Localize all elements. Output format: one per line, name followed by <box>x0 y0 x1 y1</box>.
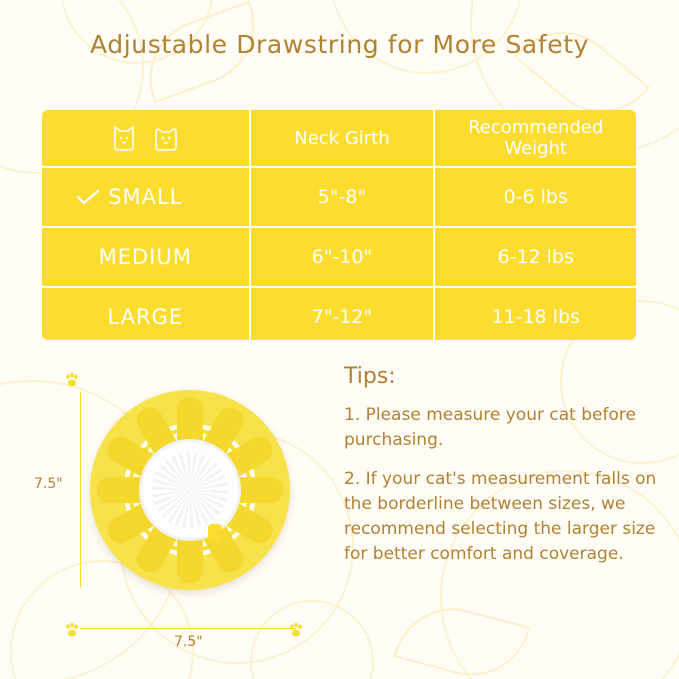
paw-icon <box>64 372 80 388</box>
page-title: Adjustable Drawstring for More Safety <box>89 30 590 59</box>
width-measure-label: 7.5" <box>174 634 203 650</box>
table-row[interactable] <box>42 287 636 340</box>
header-pet-icons <box>42 110 250 167</box>
header-neck-girth: Neck Girth <box>250 110 435 167</box>
size-label: LARGE <box>107 305 184 329</box>
neck-opening <box>142 442 238 538</box>
dog-icon <box>152 123 180 153</box>
cell-neck-girth: 6"-10" <box>250 227 435 287</box>
check-icon <box>76 189 100 205</box>
size-label: SMALL <box>108 185 183 209</box>
row-size-small[interactable] <box>42 167 250 227</box>
cell-weight: 6-12 lbs <box>434 227 636 287</box>
row-size-large[interactable] <box>42 287 250 340</box>
tips-heading: Tips: <box>344 364 396 389</box>
cell-neck-girth: 5"-8" <box>250 167 435 227</box>
size-label: MEDIUM <box>98 245 192 269</box>
product-image-lemon-cone <box>90 390 290 590</box>
cell-weight: 11-18 lbs <box>491 306 580 328</box>
table-header-row <box>42 110 636 167</box>
background-leaf-decor <box>394 595 530 679</box>
paw-icon <box>288 622 304 638</box>
cell-weight: 0-6 lbs <box>434 167 636 227</box>
cat-icon <box>110 123 138 153</box>
width-measure-line <box>80 628 296 629</box>
table-row[interactable] <box>42 167 636 227</box>
table-row[interactable] <box>42 227 636 287</box>
height-measure-line <box>80 392 81 588</box>
cell-neck-girth: 7"-12" <box>250 287 435 340</box>
size-chart-table <box>42 110 636 340</box>
row-size-medium[interactable] <box>42 227 250 287</box>
tip-item-1: 1. Please measure your cat before purchasing. <box>344 405 636 450</box>
drawstring-toggle <box>208 524 222 542</box>
product-photo-area <box>34 360 334 660</box>
header-recommended-weight: Recommended Weight <box>434 110 636 167</box>
paw-icon <box>64 622 80 638</box>
tips-section <box>344 364 664 581</box>
height-measure-label: 7.5" <box>34 476 63 492</box>
tip-item-2: 2. If your cat's measurement falls on the borderline between sizes, we recommend selecting the larger size for better comfort and coverage. <box>344 469 657 564</box>
